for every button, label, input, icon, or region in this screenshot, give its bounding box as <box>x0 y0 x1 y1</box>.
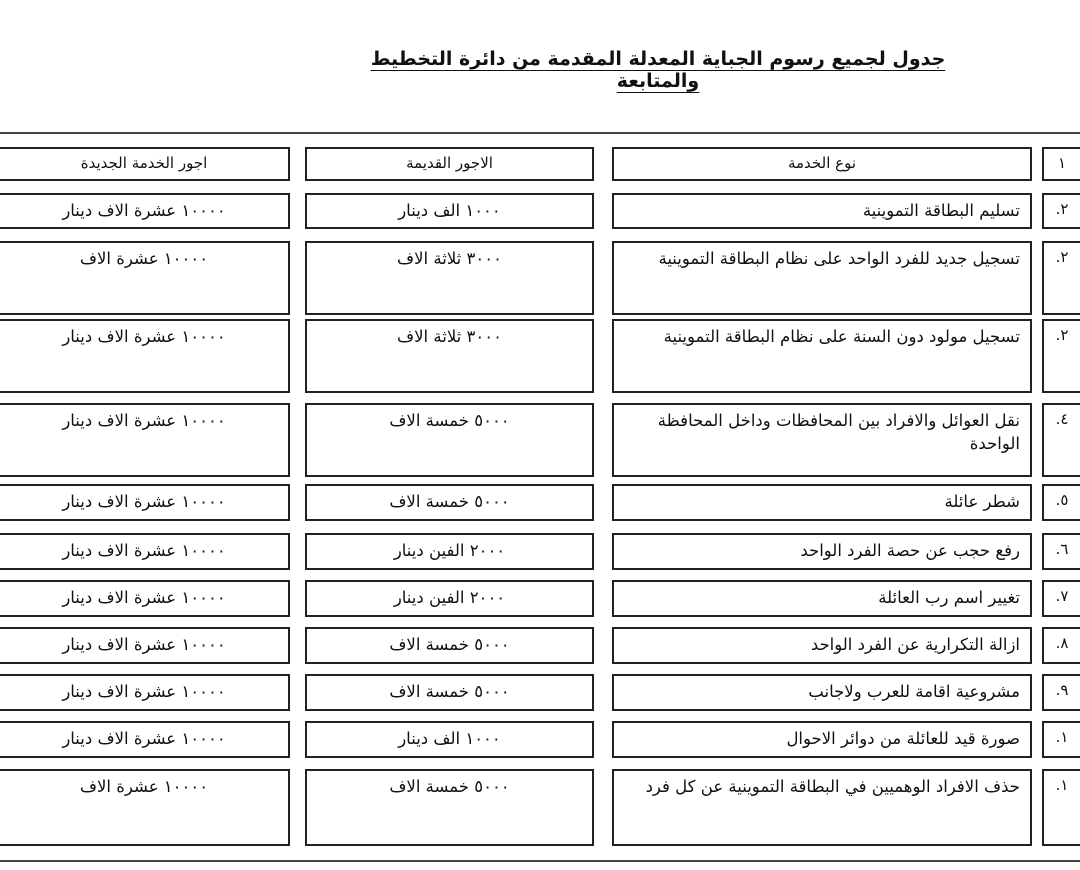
service-cell: شطر عائلة <box>612 484 1032 521</box>
service-cell: تسجيل مولود دون السنة على نظام البطاقة التموينية <box>612 319 1032 393</box>
service-cell: تسليم البطاقة التموينية <box>612 193 1032 229</box>
old-fee-cell: ٣٠٠٠ ثلاثة الاف <box>305 319 594 393</box>
service-cell: نقل العوائل والافراد بين المحافظات وداخل المحافظة الواحدة <box>612 403 1032 477</box>
old-fee-cell: ١٠٠٠ الف دينار <box>305 193 594 229</box>
new-fee-cell: ١٠٠٠٠ عشرة الاف دينار <box>0 721 290 758</box>
service-cell: تسجيل جديد للفرد الواحد على نظام البطاقة التموينية <box>612 241 1032 315</box>
row-num: ٤. <box>1042 403 1080 477</box>
old-fee-cell: ٥٠٠٠ خمسة الاف <box>305 674 594 711</box>
new-fee-cell: ١٠٠٠٠ عشرة الاف دينار <box>0 627 290 664</box>
old-fee-cell: ٥٠٠٠ خمسة الاف <box>305 403 594 477</box>
header-service: نوع الخدمة <box>612 147 1032 181</box>
service-cell: تغيير اسم رب العائلة <box>612 580 1032 617</box>
old-fee-cell: ٢٠٠٠ الفين دينار <box>305 533 594 570</box>
row-num: ٢. <box>1042 241 1080 315</box>
service-cell: حذف الافراد الوهميين في البطاقة التموينية عن كل فرد <box>612 769 1032 846</box>
new-fee-cell: ١٠٠٠٠ عشرة الاف دينار <box>0 193 290 229</box>
bottom-divider <box>0 860 1080 862</box>
top-divider <box>0 132 1080 134</box>
new-fee-cell: ١٠٠٠٠ عشرة الاف دينار <box>0 403 290 477</box>
service-cell: مشروعية اقامة للعرب ولاجانب <box>612 674 1032 711</box>
row-num: ٩. <box>1042 674 1080 711</box>
service-cell: رفع حجب عن حصة الفرد الواحد <box>612 533 1032 570</box>
service-cell: ازالة التكرارية عن الفرد الواحد <box>612 627 1032 664</box>
row-num: ٧. <box>1042 580 1080 617</box>
document-title: جدول لجميع رسوم الجباية المعدلة المقدمة من دائرة التخطيط والمتابعة <box>370 48 946 92</box>
old-fee-cell: ١٠٠٠ الف دينار <box>305 721 594 758</box>
old-fee-cell: ٥٠٠٠ خمسة الاف <box>305 627 594 664</box>
header-new-fee: اجور الخدمة الجديدة <box>0 147 290 181</box>
new-fee-cell: ١٠٠٠٠ عشرة الاف دينار <box>0 484 290 521</box>
row-num: ١. <box>1042 721 1080 758</box>
old-fee-cell: ٥٠٠٠ خمسة الاف <box>305 484 594 521</box>
row-num: ٢. <box>1042 193 1080 229</box>
new-fee-cell: ١٠٠٠٠ عشرة الاف <box>0 769 290 846</box>
service-cell: صورة قيد للعائلة من دوائر الاحوال <box>612 721 1032 758</box>
new-fee-cell: ١٠٠٠٠ عشرة الاف دينار <box>0 674 290 711</box>
new-fee-cell: ١٠٠٠٠ عشرة الاف دينار <box>0 533 290 570</box>
new-fee-cell: ١٠٠٠٠ عشرة الاف <box>0 241 290 315</box>
row-num: ٦. <box>1042 533 1080 570</box>
new-fee-cell: ١٠٠٠٠ عشرة الاف دينار <box>0 319 290 393</box>
header-old-fee: الاجور القديمة <box>305 147 594 181</box>
old-fee-cell: ٣٠٠٠ ثلاثة الاف <box>305 241 594 315</box>
row-num: ١. <box>1042 769 1080 846</box>
row-num: ٥. <box>1042 484 1080 521</box>
header-num: ١ <box>1042 147 1080 181</box>
old-fee-cell: ٢٠٠٠ الفين دينار <box>305 580 594 617</box>
new-fee-cell: ١٠٠٠٠ عشرة الاف دينار <box>0 580 290 617</box>
row-num: ٨. <box>1042 627 1080 664</box>
row-num: ٢. <box>1042 319 1080 393</box>
old-fee-cell: ٥٠٠٠ خمسة الاف <box>305 769 594 846</box>
